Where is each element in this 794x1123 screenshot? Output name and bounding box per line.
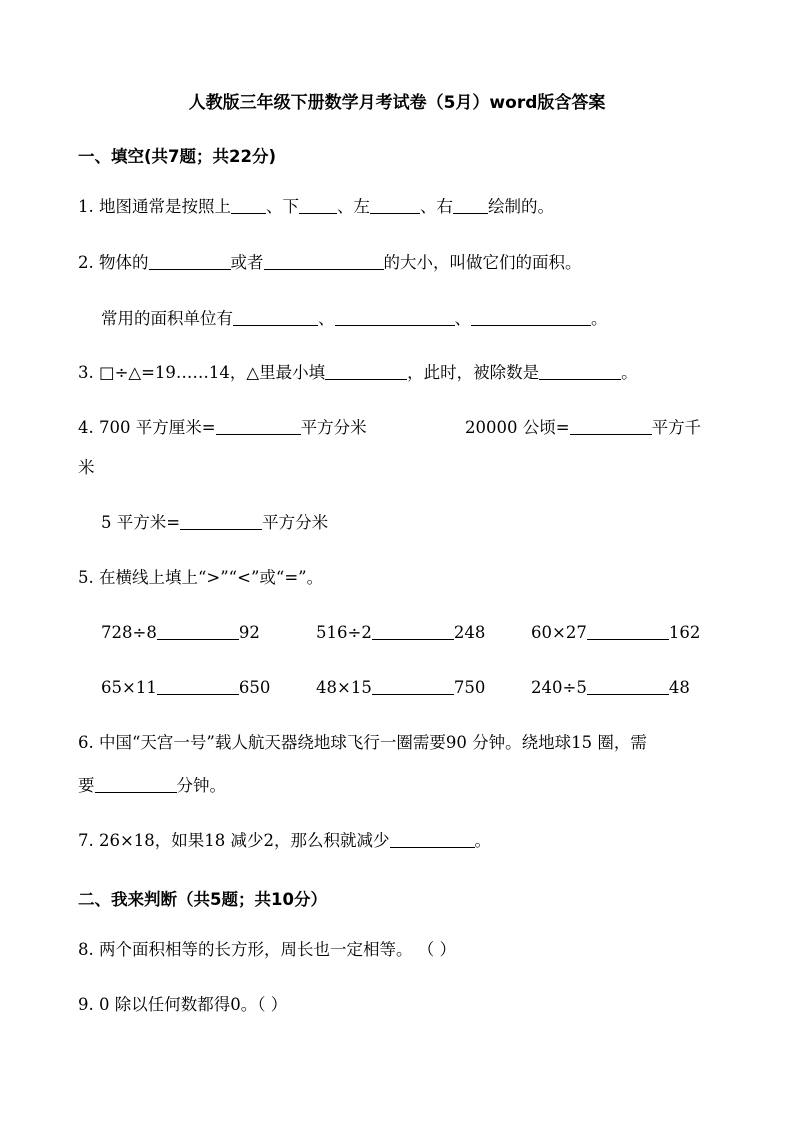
q4-text: 4. 700 平方厘米= <box>78 418 216 437</box>
question-1 <box>78 197 554 217</box>
q4-text: 米 <box>78 458 95 477</box>
value: 92 <box>238 623 260 642</box>
answer-blank[interactable] <box>264 253 384 270</box>
q2b-text: 、 <box>454 309 471 328</box>
value: 48 <box>668 678 690 697</box>
answer-blank[interactable] <box>453 197 488 214</box>
question-6-wrap <box>78 776 226 796</box>
q2-text: 的大小，叫做它们的面积。 <box>383 253 582 272</box>
answer-blank[interactable] <box>325 363 407 380</box>
q7-text: 7. 26×18，如果18 减少2，那么积就减少 <box>78 831 390 850</box>
answer-blank[interactable] <box>157 623 239 640</box>
value: 750 <box>453 678 486 697</box>
q3-text: 3. □÷△=19……14，△里最小填 <box>78 363 326 382</box>
question-3 <box>78 363 638 383</box>
question-2-units <box>101 309 608 329</box>
answer-blank[interactable] <box>231 197 266 214</box>
expr: 60×27 <box>531 623 587 642</box>
q1-text: 、左 <box>337 197 370 216</box>
answer-blank[interactable] <box>95 776 177 793</box>
compare-item <box>101 623 260 642</box>
question-4-line2 <box>101 513 328 533</box>
question-4-wrap <box>78 458 95 478</box>
expr: 65×11 <box>101 678 157 697</box>
q6-text: 要 <box>78 776 95 795</box>
answer-blank[interactable] <box>471 309 591 326</box>
question-5: 5. 在横线上填上“>”“<”或“=”。 <box>78 568 324 587</box>
answer-blank[interactable] <box>587 678 669 695</box>
section-heading-fill-blank: 一、填空(共7题；共22分) <box>78 147 277 166</box>
q4b-text: 5 平方米= <box>101 513 181 532</box>
answer-blank[interactable] <box>216 418 301 435</box>
question-4 <box>78 418 367 438</box>
answer-blank[interactable] <box>157 678 239 695</box>
question-7 <box>78 831 491 851</box>
question-2 <box>78 253 582 273</box>
compare-item <box>531 678 690 697</box>
q2-text: 或者 <box>230 253 264 272</box>
answer-blank[interactable] <box>370 197 420 214</box>
answer-blank[interactable] <box>299 197 337 214</box>
expr: 516÷2 <box>316 623 372 642</box>
q1-text: 绘制的。 <box>488 197 554 216</box>
q4-text: 平方分米 <box>300 418 367 437</box>
answer-blank[interactable] <box>587 623 669 640</box>
q6-text: 分钟。 <box>176 776 226 795</box>
expr: 728÷8 <box>101 623 157 642</box>
q7-text: 。 <box>474 831 492 850</box>
q2-text: 2. 物体的 <box>78 253 149 272</box>
q4b-text: 平方分米 <box>262 513 329 532</box>
q4-text: 20000 公顷= <box>465 418 570 437</box>
answer-blank[interactable] <box>539 363 621 380</box>
q1-text: 、右 <box>420 197 453 216</box>
value: 162 <box>668 623 701 642</box>
answer-blank[interactable] <box>149 253 231 270</box>
q3-text: ，此时，被除数是 <box>407 363 540 382</box>
value: 248 <box>453 623 486 642</box>
q1-text: 1. 地图通常是按照上 <box>78 197 231 216</box>
answer-blank[interactable] <box>390 831 475 848</box>
answer-blank[interactable] <box>335 309 455 326</box>
q2b-text: 。 <box>591 309 608 328</box>
compare-item <box>101 678 270 697</box>
answer-blank[interactable] <box>372 623 454 640</box>
answer-blank[interactable] <box>180 513 262 530</box>
compare-item <box>316 623 485 642</box>
compare-item <box>531 623 700 642</box>
q1-text: 、下 <box>266 197 299 216</box>
expr: 240÷5 <box>531 678 587 697</box>
question-4-part2 <box>465 418 701 438</box>
value: 650 <box>238 678 271 697</box>
question-6: 6. 中国“天宫一号”载人航天器绕地球飞行一圈需要90 分钟。绕地球15 圈，需 <box>78 733 647 752</box>
q2b-text: 常用的面积单位有 <box>101 309 233 328</box>
q4-text: 平方千 <box>651 418 702 437</box>
answer-blank[interactable] <box>570 418 652 435</box>
expr: 48×15 <box>316 678 372 697</box>
question-8: 8. 两个面积相等的长方形，周长也一定相等。 （ ） <box>78 940 456 959</box>
page-title: 人教版三年级下册数学月考试卷（5月）word版含答案 <box>188 93 606 113</box>
answer-blank[interactable] <box>372 678 454 695</box>
q3-text: 。 <box>621 363 638 382</box>
question-9: 9. 0 除以任何数都得0。（ ） <box>78 995 288 1014</box>
section-heading-judge: 二、我来判断（共5题；共10分） <box>78 890 327 909</box>
answer-blank[interactable] <box>233 309 318 326</box>
compare-item <box>316 678 485 697</box>
q2b-text: 、 <box>318 309 335 328</box>
